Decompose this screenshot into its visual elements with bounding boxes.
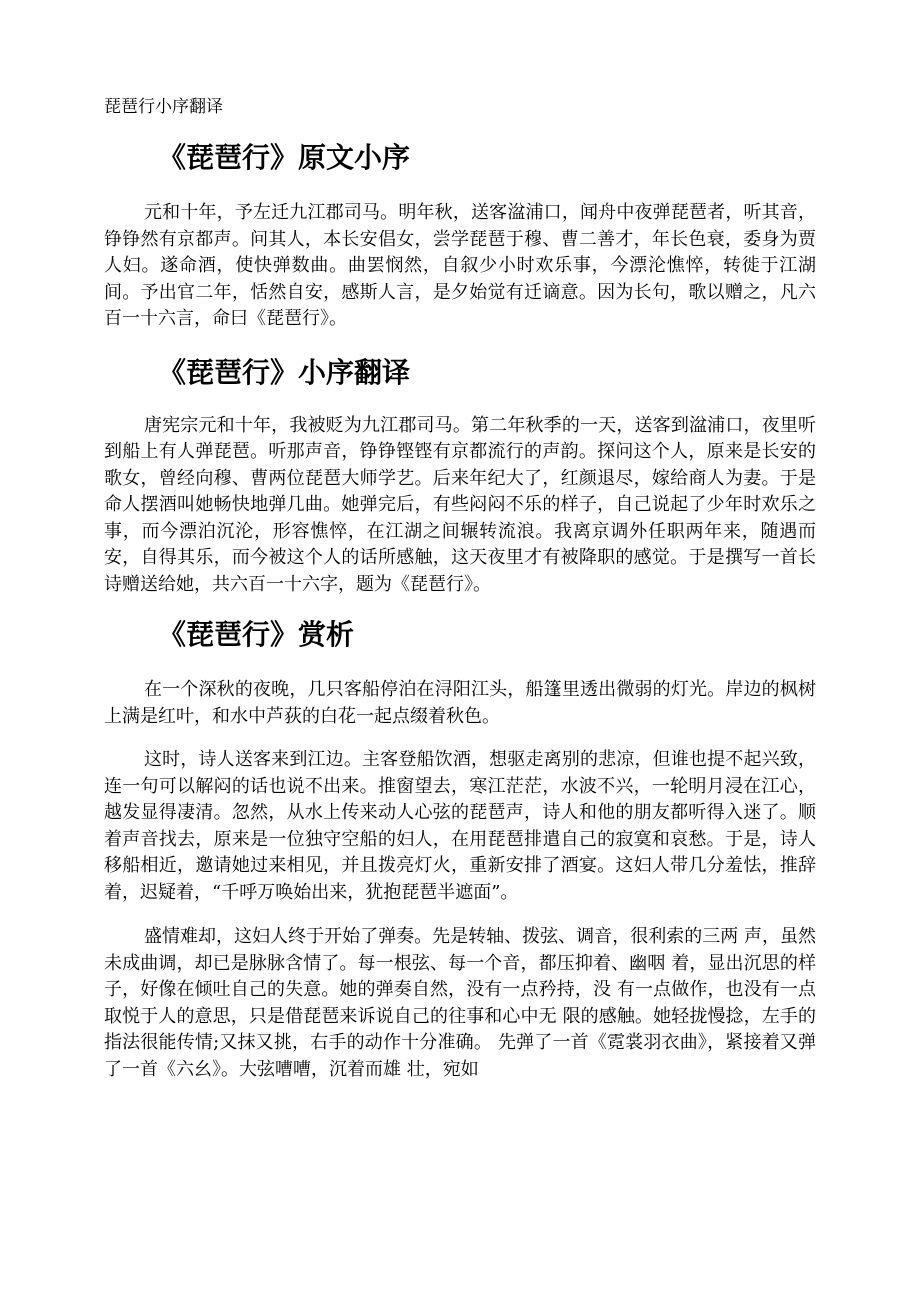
paragraph-preface-translation: 唐宪宗元和十年，我被贬为九江郡司马。第二年秋季的一天，送客到湓浦口，夜里听到船上有人弹琵琶。听那声音，铮铮铿铿有京都流行的声韵。探问这个人，原来是长安的歌女，曾经向穆、曹两位琵琶大师学艺。后来年纪大了，红颜退尽，嫁给商人为妻。于是命人摆酒叫她畅快地弹几曲。她弹完后，有些闷闷不乐的样子，自己说起了少年时欢乐之事，而今漂泊沉沦，形容憔悴，在江湖之间辗转流浪。我离京调外任职两年来，随遇而安，自得其乐，而今被这个人的话所感触，这天夜里才有被降职的感觉。于是撰写一首长诗赠送给她，共六百一十六字，题为《琵琶行》。: [104, 414, 816, 595]
section-heading-original-preface: 《琵琶行》原文小序: [158, 141, 411, 174]
section-heading-appreciation: 《琵琶行》赏析: [158, 618, 355, 651]
paragraph-original-preface: 元和十年，予左迁九江郡司马。明年秋，送客湓浦口，闻舟中夜弹琵琶者，听其音，铮铮然有京都声。问其人，本长安倡女，尝学琵琶于穆、曹二善才，年长色衰，委身为贾人妇。遂命酒，使快弹数曲。曲罢悯然，自叙少小时欢乐事，今漂沦憔悴，转徙于江湖间。予出官二年，恬然自安，感斯人言，是夕始觉有迁谪意。因为长句，歌以赠之，凡六百一十六言，命曰《琵琶行》。: [104, 202, 816, 329]
paragraph-appreciation-2: 这时，诗人送客来到江边。主客登船饮酒，想驱走离别的悲凉，但谁也提不起兴致，连一句可以解闷的话也说不出来。推窗望去，寒江茫茫，水波不兴，一轮明月浸在江心，越发显得凄清。忽然，从水上传来动人心弦的琵琶声，诗人和他的朋友都听得入迷了。顺着声音找去，原来是一位独守空船的妇人，在用琵琶排遣自己的寂寞和哀愁。于是，诗人移船相近，邀请她过来相见，并且拨亮灯火，重新安排了酒宴。这妇人带几分羞怯，推辞着，迟疑着，“千呼万唤始出来，犹抱琵琶半遮面”。: [104, 749, 816, 903]
section-heading-preface-translation: 《琵琶行》小序翻译: [158, 355, 411, 389]
paragraph-appreciation-1: 在一个深秋的夜晚，几只客船停泊在浔阳江头，船篷里透出微弱的灯光。岸边的枫树上满是红叶，和水中芦荻的白花一起点缀着秋色。: [104, 679, 816, 727]
document-title: 琵琶行小序翻译: [104, 97, 223, 117]
document-page: [104, 93, 816, 1083]
paragraph-appreciation-3: 盛情难却，这妇人终于开始了弹奏。先是转轴、拨弦、调音，很利索的三两 声，虽然未成曲调，却已是脉脉含情了。每一根弦、每一个音，都压抑着、幽咽 着，显出沉思的样子，好像在倾吐自己的失意。她的弹奏自然，没有一点矜持，没 有一点做作，也没有一点取悦于人的意思，只是借琵琶来诉说自己的往事和心中无 限的感触。她轻拢慢捻，左手的指法很能传情;又抹又挑，右手的动作十分准确。 先弹了一首《霓裳羽衣曲》，紧接着又弹了一首《六幺》。大弦嘈嘈，沉着而雄 壮，宛如: [104, 926, 816, 1080]
